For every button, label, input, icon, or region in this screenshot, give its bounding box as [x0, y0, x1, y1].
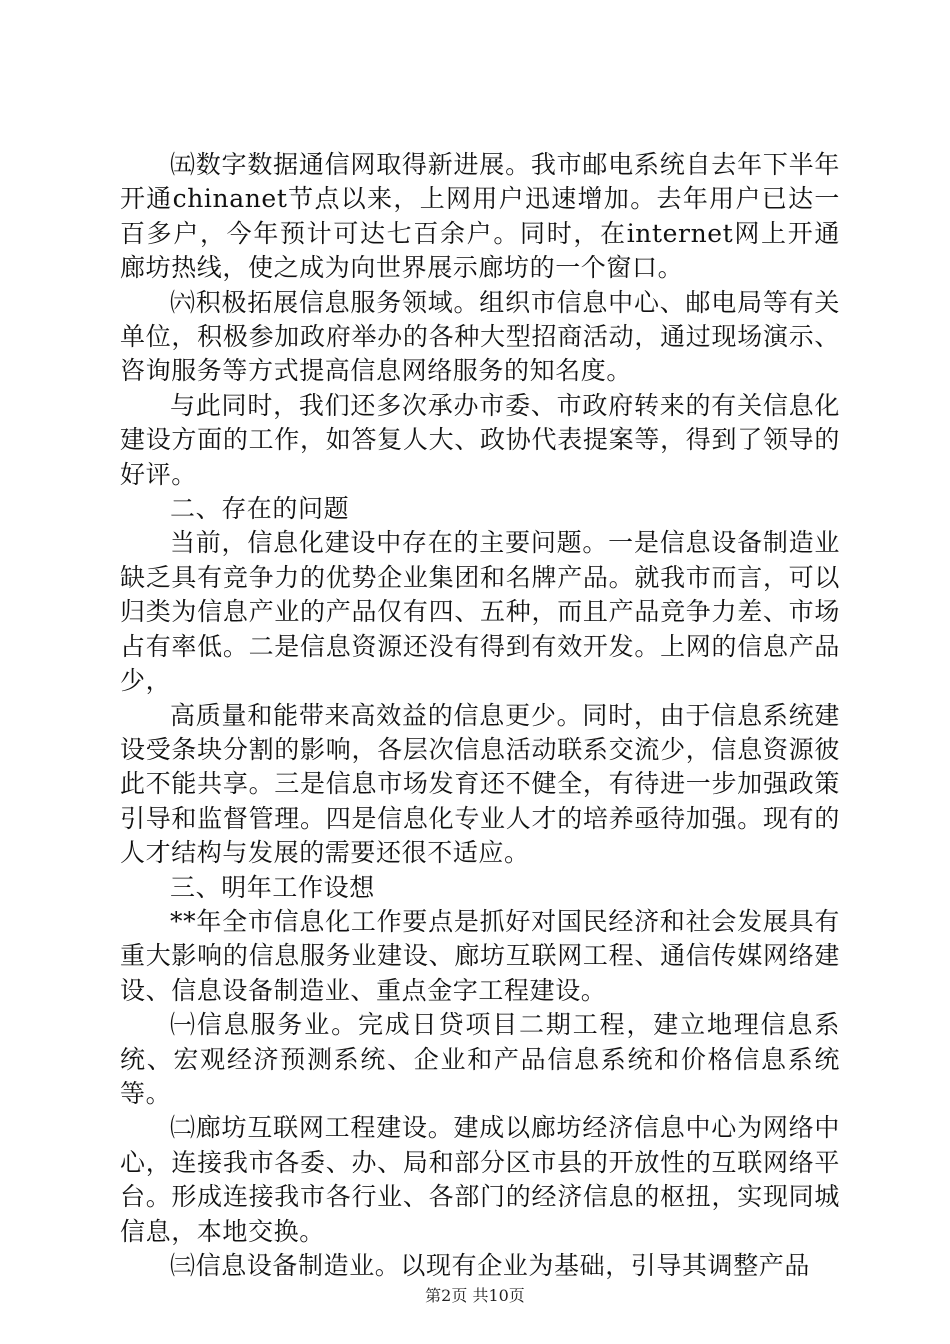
- paragraph-internet-project: ㈡廊坊互联网工程建设。建成以廊坊经济信息中心为网络中心，连接我市各委、办、局和部分区市县的开放性的互联网络平台。形成连接我市各行业、各部门的经济信息的枢扭，实现同城信息，本地交换。: [120, 1113, 840, 1246]
- paragraph-info-service: ㈥积极拓展信息服务领域。组织市信息中心、邮电局等有关单位，积极参加政府举办的各种大型招商活动，通过现场演示、咨询服务等方式提高信息网络服务的知名度。: [120, 287, 840, 386]
- paragraph-equipment-manufacturing: ㈢信息设备制造业。以现有企业为基础，引导其调整产品: [170, 1251, 811, 1280]
- paragraph-info-service-industry: ㈠信息服务业。完成日贷项目二期工程，建立地理信息系统、宏观经济预测系统、企业和产品信息系统和价格信息系统等。: [120, 1010, 840, 1108]
- section-heading-plans: 三、明年工作设想: [170, 872, 375, 902]
- paragraph-problems-continued: 高质量和能带来高效益的信息更少。同时，由于信息系统建设受条块分割的影响，各层次信息活动联系交流少，信息资源彼此不能共享。三是信息市场发育还不健全，有待进一步加强政策引导和监督管理。四是信息化专业人才的培养亟待加强。现有的人才结构与发展的需要还很不适应。: [120, 700, 840, 868]
- paragraph-digital-network: ㈤数字数据通信网取得新进展。我市邮电系统自去年下半年开通chinanet节点以来，上网用户迅速增加。去年用户已达一百多户，今年预计可达七百余户。同时，在internet网上开通廊坊热线，使之成为向世界展示廊坊的一个窗口。: [120, 150, 840, 283]
- paragraph-main-problems: 当前，信息化建设中存在的主要问题。一是信息设备制造业缺乏具有竞争力的优势企业集团和名牌产品。就我市而言，可以归类为信息产业的产品仅有四、五种，而且产品竞争力差、市场占有率低。二是信息资源还没有得到有效开发。上网的信息产品少，: [120, 528, 840, 696]
- document-body: [120, 148, 840, 1283]
- paragraph-meanwhile: 与此同时，我们还多次承办市委、市政府转来的有关信息化建设方面的工作，如答复人大、政协代表提案等，得到了领导的好评。: [120, 390, 840, 489]
- page-number-footer: 第2页 共10页: [425, 1286, 525, 1305]
- section-heading-problems: 二、存在的问题: [170, 494, 350, 524]
- paragraph-work-points: **年全市信息化工作要点是抓好对国民经济和社会发展具有重大影响的信息服务业建设、廊坊互联网工程、通信传媒网络建设、信息设备制造业、重点金字工程建设。: [120, 906, 840, 1005]
